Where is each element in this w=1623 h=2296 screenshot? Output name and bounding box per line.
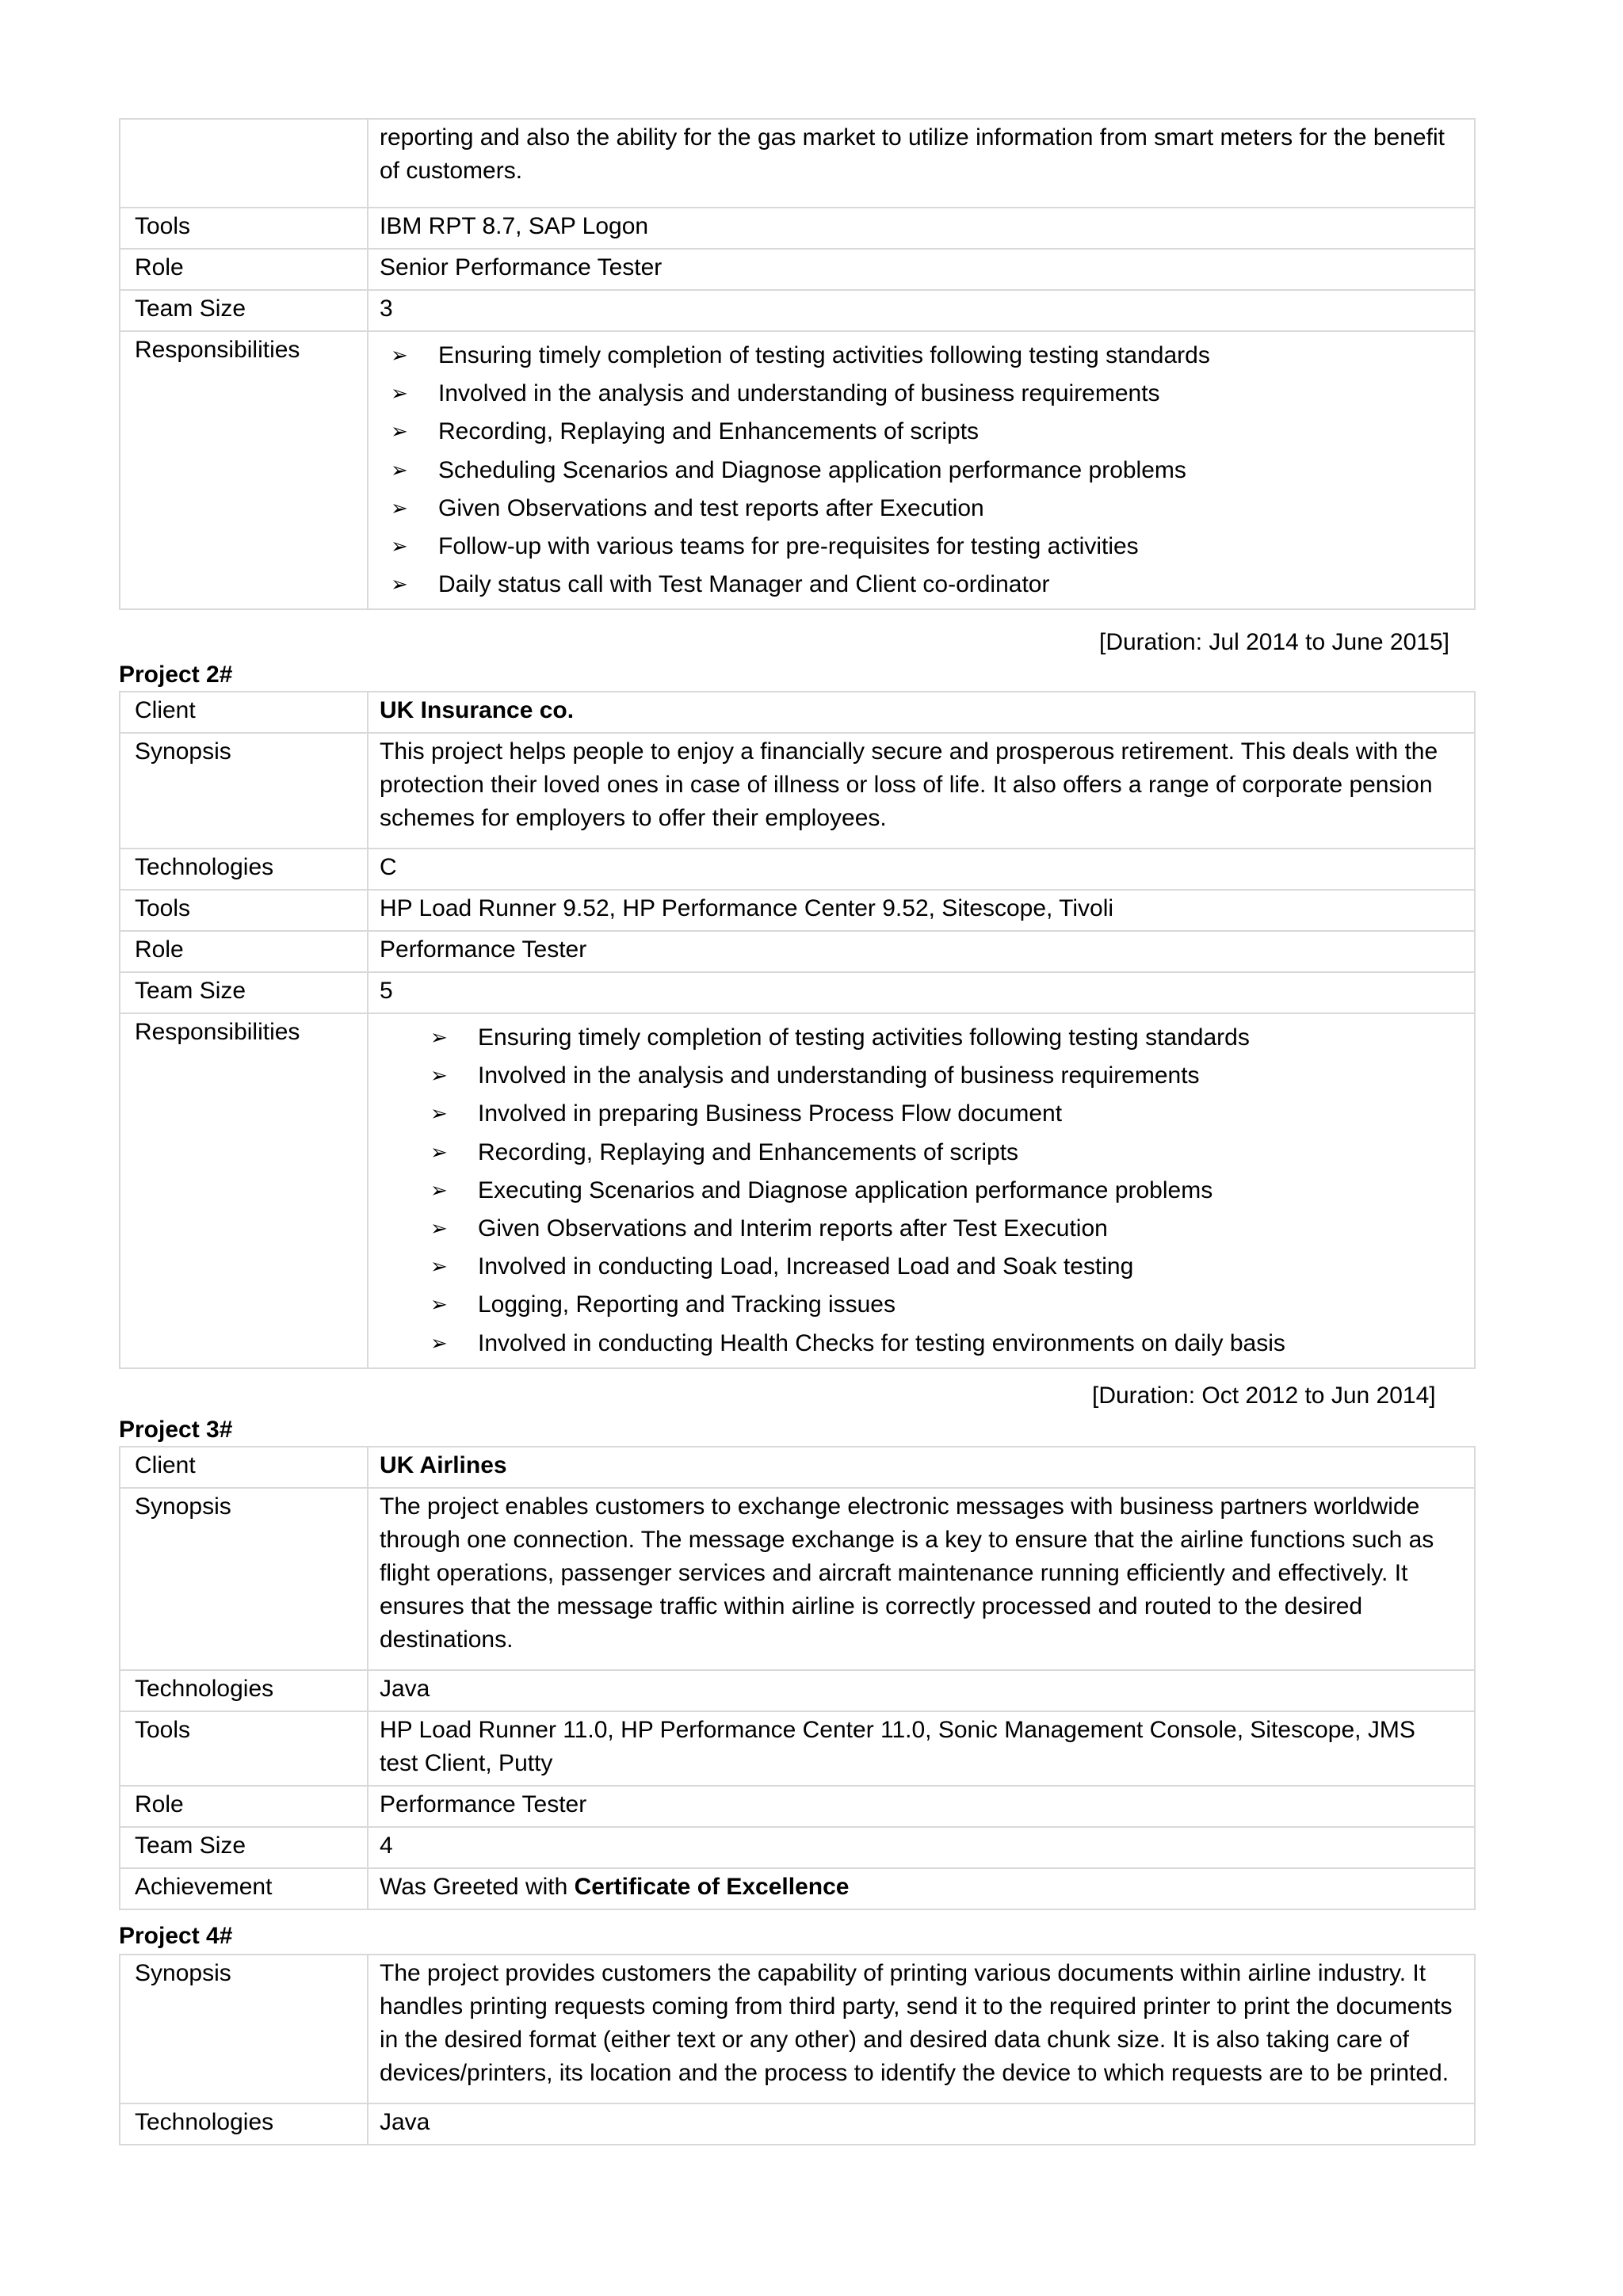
achievement-row	[120, 1868, 1475, 1909]
responsibilities-label: Responsibilities	[120, 1013, 368, 1368]
technologies-value: C	[368, 849, 1475, 890]
arrow-bullet-icon: ➢	[391, 382, 408, 406]
responsibilities-row	[120, 331, 1475, 609]
tools-value: HP Load Runner 9.52, HP Performance Center 9.52, Sitescope, Tivoli	[368, 890, 1475, 931]
role-value: Performance Tester	[368, 1786, 1475, 1827]
list-item: ➢ Involved in preparing Business Process Flow document	[380, 1095, 1460, 1133]
arrow-bullet-icon: ➢	[430, 1331, 448, 1356]
list-item: ➢ Recording, Replaying and Enhancements of scripts	[380, 413, 1460, 451]
synopsis-row	[120, 733, 1475, 849]
arrow-bullet-icon: ➢	[391, 344, 408, 368]
role-label: Role	[120, 931, 368, 972]
list-item: ➢ Recording, Replaying and Enhancements of scripts	[380, 1134, 1460, 1172]
list-item: ➢ Ensuring timely completion of testing activities following testing standards	[380, 337, 1460, 375]
achievement-text: Was Greeted with	[380, 1874, 575, 1900]
synopsis-label: Synopsis	[120, 733, 368, 849]
project3-duration: [Duration: Oct 2012 to Jun 2014]	[1092, 1383, 1436, 1409]
tools-label: Tools	[120, 208, 368, 249]
list-item: ➢ Given Observations and test reports after Execution	[380, 490, 1460, 528]
list-item: ➢ Ensuring timely completion of testing activities following testing standards	[380, 1019, 1460, 1057]
list-item: ➢ Follow-up with various teams for pre-requisites for testing activities	[380, 528, 1460, 566]
team-size-row	[120, 290, 1475, 331]
synopsis-label: Synopsis	[120, 1955, 368, 2103]
achievement-label: Achievement	[120, 1868, 368, 1909]
project3-title: Project 3#	[119, 1417, 233, 1443]
project1-table	[119, 118, 1476, 610]
role-row	[120, 249, 1475, 290]
list-item: ➢ Involved in the analysis and understanding of business requirements	[380, 375, 1460, 413]
tools-label: Tools	[120, 1711, 368, 1786]
responsibilities-value	[368, 1013, 1475, 1368]
client-label: Client	[120, 1447, 368, 1488]
client-row	[120, 1447, 1475, 1488]
team-size-value: 4	[368, 1827, 1475, 1868]
team-size-row	[120, 972, 1475, 1013]
technologies-row	[120, 2103, 1475, 2145]
technologies-row	[120, 849, 1475, 890]
arrow-bullet-icon: ➢	[430, 1064, 448, 1089]
synopsis-value: This project helps people to enjoy a financially secure and prosperous retirement. This deals with the protection their loved ones in case of illness or loss of life. It also offers a range of corporate pension schemes for employers to offer their employees.	[368, 733, 1475, 849]
technologies-label: Technologies	[120, 849, 368, 890]
team-size-value: 3	[368, 290, 1475, 331]
arrow-bullet-icon: ➢	[430, 1140, 448, 1165]
arrow-bullet-icon: ➢	[391, 496, 408, 521]
team-size-label: Team Size	[120, 290, 368, 331]
client-label: Client	[120, 692, 368, 733]
responsibilities-list	[380, 337, 1460, 604]
list-item: ➢ Involved in the analysis and understanding of business requirements	[380, 1057, 1460, 1095]
project2-title: Project 2#	[119, 662, 233, 688]
synopsis-label-cell	[120, 119, 368, 208]
arrow-bullet-icon: ➢	[430, 1293, 448, 1318]
list-item: ➢ Logging, Reporting and Tracking issues	[380, 1286, 1460, 1324]
achievement-value	[368, 1868, 1475, 1909]
role-value: Performance Tester	[368, 931, 1475, 972]
arrow-bullet-icon: ➢	[391, 573, 408, 597]
list-item: ➢ Involved in conducting Health Checks for testing environments on daily basis	[380, 1325, 1460, 1363]
role-row	[120, 1786, 1475, 1827]
tools-value: HP Load Runner 11.0, HP Performance Center 11.0, Sonic Management Console, Sitescope, JMS test Client, Putty	[368, 1711, 1475, 1786]
project2-table	[119, 691, 1476, 1369]
client-value: UK Airlines	[368, 1447, 1475, 1488]
team-size-row	[120, 1827, 1475, 1868]
role-label: Role	[120, 1786, 368, 1827]
technologies-value: Java	[368, 1670, 1475, 1711]
synopsis-value: The project provides customers the capability of printing various documents within airline industry. It handles printing requests coming from third party, send it to the required printer to print the documents in the desired format (either text or any other) and desired data chunk size. It is also taking care of devices/printers, its location and the process to identify the device to which requests are to be printed.	[368, 1955, 1475, 2103]
team-size-label: Team Size	[120, 1827, 368, 1868]
responsibilities-label: Responsibilities	[120, 331, 368, 609]
synopsis-label: Synopsis	[120, 1488, 368, 1670]
synopsis-row	[120, 119, 1475, 208]
tools-row	[120, 890, 1475, 931]
role-row	[120, 931, 1475, 972]
technologies-value: Java	[368, 2103, 1475, 2145]
technologies-label: Technologies	[120, 1670, 368, 1711]
responsibilities-list	[380, 1019, 1460, 1363]
arrow-bullet-icon: ➢	[430, 1102, 448, 1127]
client-value: UK Insurance co.	[368, 692, 1475, 733]
tools-value: IBM RPT 8.7, SAP Logon	[368, 208, 1475, 249]
arrow-bullet-icon: ➢	[430, 1026, 448, 1050]
project3-table	[119, 1446, 1476, 1910]
synopsis-value: The project enables customers to exchange electronic messages with business partners worldwide through one connection. The message exchange is a key to ensure that the airline functions such as flight operations, passenger services and aircraft maintenance running efficiently and effectively. It ensures that the message traffic within airline is correctly processed and routed to the desired destinations.	[368, 1488, 1475, 1670]
arrow-bullet-icon: ➢	[391, 535, 408, 559]
role-value: Senior Performance Tester	[368, 249, 1475, 290]
team-size-value: 5	[368, 972, 1475, 1013]
list-item: ➢ Daily status call with Test Manager and Client co-ordinator	[380, 566, 1460, 604]
arrow-bullet-icon: ➢	[430, 1178, 448, 1203]
list-item: ➢ Involved in conducting Load, Increased Load and Soak testing	[380, 1248, 1460, 1286]
arrow-bullet-icon: ➢	[430, 1217, 448, 1241]
project4-title: Project 4#	[119, 1923, 233, 1949]
technologies-row	[120, 1670, 1475, 1711]
project2-duration: [Duration: Jul 2014 to June 2015]	[1099, 629, 1449, 655]
tools-row	[120, 1711, 1475, 1786]
arrow-bullet-icon: ➢	[391, 458, 408, 482]
list-item: ➢ Executing Scenarios and Diagnose application performance problems	[380, 1172, 1460, 1210]
achievement-highlight: Certificate of Excellence	[574, 1874, 850, 1900]
technologies-label: Technologies	[120, 2103, 368, 2145]
responsibilities-row	[120, 1013, 1475, 1368]
synopsis-value: reporting and also the ability for the gas market to utilize information from smart meters for the benefit of customers.	[368, 119, 1475, 208]
list-item: ➢ Scheduling Scenarios and Diagnose application performance problems	[380, 452, 1460, 490]
arrow-bullet-icon: ➢	[391, 420, 408, 444]
tools-label: Tools	[120, 890, 368, 931]
client-row	[120, 692, 1475, 733]
list-item: ➢ Given Observations and Interim reports after Test Execution	[380, 1210, 1460, 1248]
responsibilities-value	[368, 331, 1475, 609]
team-size-label: Team Size	[120, 972, 368, 1013]
synopsis-row	[120, 1488, 1475, 1670]
tools-row	[120, 208, 1475, 249]
project4-table	[119, 1954, 1476, 2145]
synopsis-row	[120, 1955, 1475, 2103]
arrow-bullet-icon: ➢	[430, 1255, 448, 1280]
role-label: Role	[120, 249, 368, 290]
